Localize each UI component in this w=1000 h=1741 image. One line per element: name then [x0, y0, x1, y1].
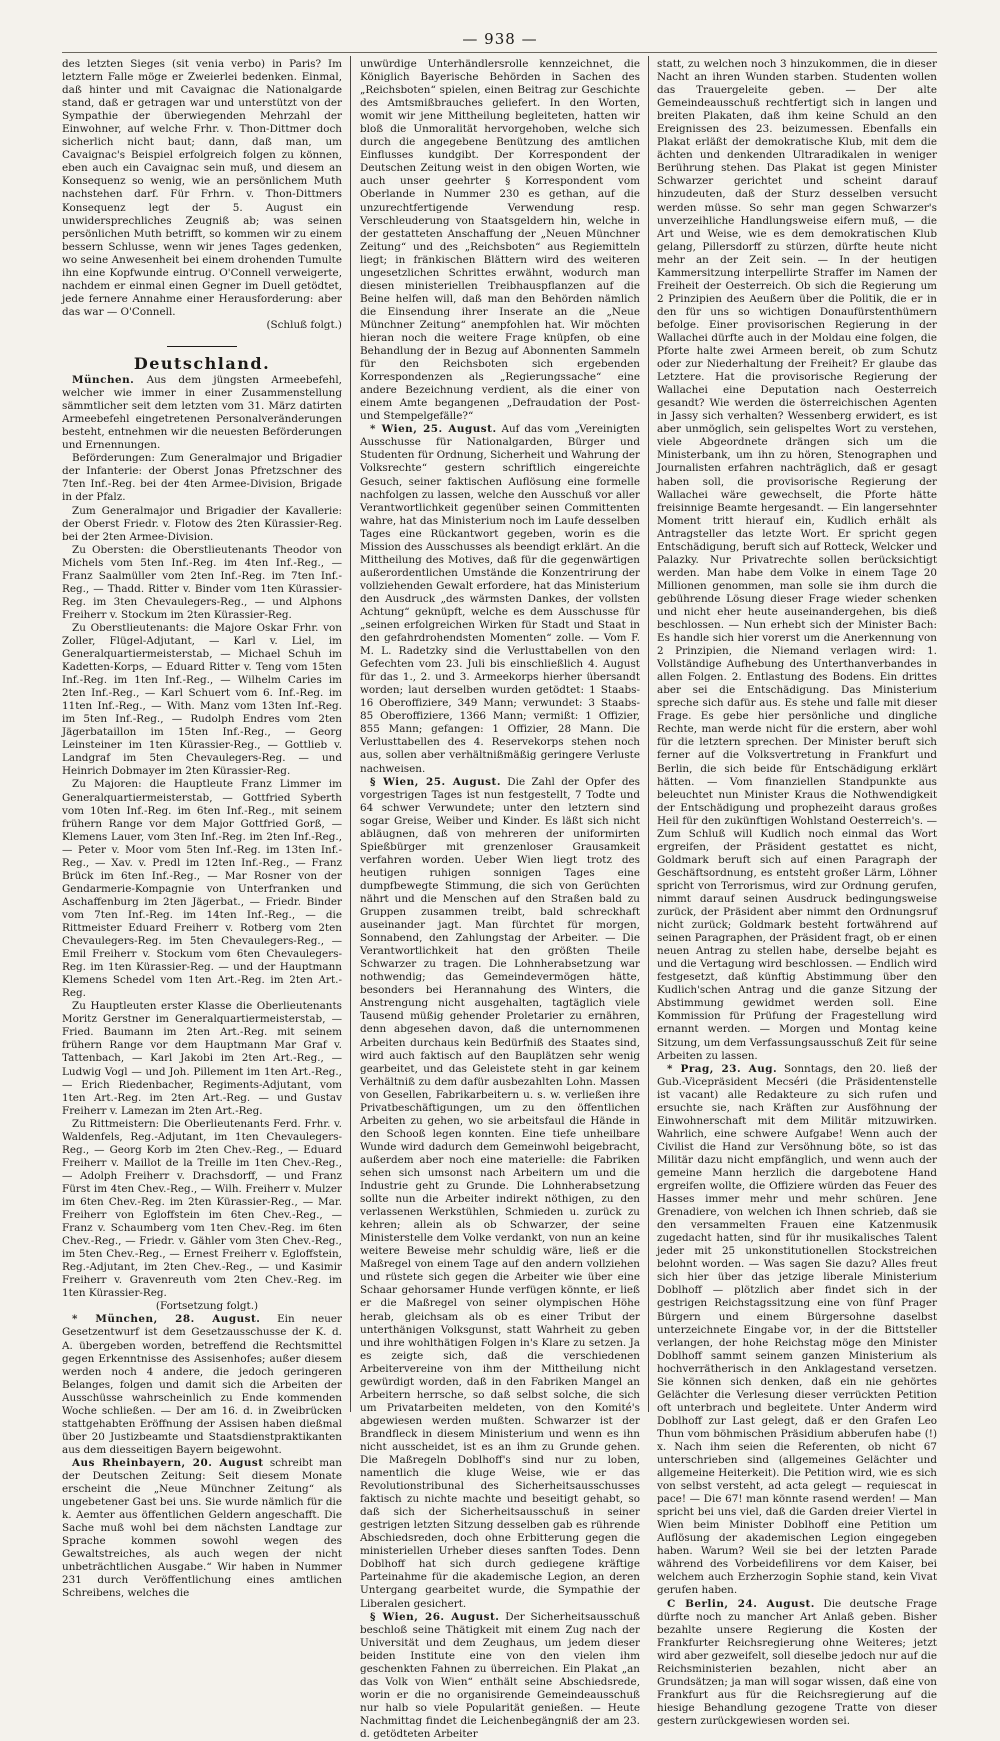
paragraph: Zu Obersten: die Oberstlieutenants Theodor von Michels vom 5ten Inf.-Reg. im 4ten Inf.-Reg., — Franz Saalmüller vom 2ten Inf.-Reg. im 7ten Inf.-Reg., — Thadd. Ritter v. Binder vom 1ten Kürassier-Reg. im 3ten Chevaulegers-Reg., — und Alphons Freiherr v. Stockum im 2ten Kürassier-Reg. — [62, 543, 342, 621]
paragraph-text: Auf das vom „Vereinigten Ausschusse für Nationalgarden, Bürger und Studenten für Ordnung, Sicherheit und Wahrung der Volksrechte“ gestern schriftlich eingereichte Gesuch, seiner faktischen Auflösung eine formelle nachfolgen zu lassen, welche den Ausschuß vor aller Verantwortlichkeit gegenüber seinen Committenten wahre, hat das Ministerium noch im Laufe desselben Tages eine Rückantwort gegeben, worin es die Mission des Ausschusses als beendigt erklärt. An die Mittheilung des Motives, daß für die gegenwärtigen außerordentlichen Umstände die Konzentrirung der vollziehenden Gewalt erfordere, hat das Ministerium den Ausdruck „des wärmsten Dankes, der vollsten Achtung“ geknüpft, welche es dem Ausschusse für „seinen erfolgreichen Wirken für Stadt und Staat in den gefahrdrohendsten Momenten“ zolle. — Vom F. M. L. Radetzky sind die Verlusttabellen von den Gefechten vom 23. Juli bis einschließlich 4. August für das 1., 2. und 3. Armeekorps hierher übersandt worden; laut derselben wurden getödtet: 1 Staabs- 16 Oberoffiziere, 349 Mann; verwundet: 3 Staabs- 85 Oberoffiziere, 1366 Mann; vermißt: 1 Offizier, 855 Mann; gefangen: 1 Offizier, 28 Mann. Die Verlusttabellen des 4. Reservekorps stehen noch aus, sollen aber verhältnißmäßig geringere Verluste nachweisen. — [360, 423, 640, 775]
paragraph-text: Ein neuer Gesetzentwurf ist dem Gesetzausschusse der K. d. A. übergeben worden, betreffend die Rechtsmittel gegen Erkenntnisse des Assisenhofes; außer diesem werden noch 4 andere, die jedoch geringeren Belanges, folgen und damit sich die Arbeiten der Ausschüsse wahrscheinlich zu Ende kommenden Woche schließen. — Der am 16. d. in Zweibrücken stattgehabten Eröffnung der Assisen haben dießmal über 20 Justizbeamte und Staatsdienstpraktikanten aus dem diesseitigen Bayern beigewohnt. — [62, 1313, 343, 1456]
article-continuation: statt, zu welchen noch 3 hinzukommen, die in dieser Nacht an ihren Wunden starben. Studenten wollen das Trauergeleite geben. — Der alte Gemeindeausschuß rechtfertigt sich in langen und breiten Plakaten, daß ihm keine Schuld an den Ereignissen des 23. beizumessen. Ebenfalls ein Plakat erläßt der demokratische Klub, mit dem die ächten und denkenden Ultraradikalen in weniger Berührung stehen. Das Plakat ist gegen Minister Schwarzer gerichtet und scheint darauf hinzudeuten, daß der Sturz desselben versucht werden müsse. So sehr man gegen Schwarzer's unverzeihliche Handlungsweise eifern muß, — die Art und Weise, wie es dem demokratischen Klub gelang, Pillersdorff zu stürzen, dürfte heute nicht mehr an der Zeit sein. — In der heutigen Kammersitzung interpellirte Straffer im Namen der Freiheit der Oesterreich. Ob sich die Regierung um 2 Prinzipien des Aeußern über die Politik, die er in den für uns so wichtigen Donaufürstenthümern befolge. Einer provisorischen Regierung in der Wallachei dürfte auch in der Moldau eine folgen, die Pforte halte zwei Armeen bereit, ob zum Schutz oder zur Niederhaltung der Freiheit? Er glaube das Letztere. Hat die provisorische Regierung der Wallachei eine Deputation nach Oesterreich gesandt? Wie werden die österreichischen Agenten in Jassy sich verhalten? Wessenberg erwidert, es ist aber unmöglich, sein gelispeltes Wort zu verstehen, viele Abgeordnete drängen sich um die Ministerbank, um ihn zu hören, Stenographen und Journalisten erfahren nachträglich, daß er gesagt haben soll, die provisorische Regierung der Wallachei wäre gewechselt, die Pforte hätte freisinnige Beamte hergesandt. — Ein langersehnter Moment tritt hierauf ein, Kudlich erhält als Antragsteller das letzte Wort. Er spricht gegen Entschädigung, beruft sich auf Rotteck, Welcker und Palazky. Nur Privatrechte sollen berücksichtigt werden. Man habe dem Volke in einem Tage 20 Millionen genommen, man solle sie ihm durch die gebührende Lösung dieser Frage wieder schenken und nicht eher heute auseinandergehen, bis dieß beschlossen. — Nun erhebt sich der Minister Bach: Es handle sich hier vorerst um die Anerkennung von 2 Prinzipien, die Niemand verlagen wird: 1. Vollständige Aufhebung des Unterthanverbandes in allen Folgen. 2. Entlastung des Bodens. Ein drittes aber sei die Entschädigung. Das Ministerium spreche sich dafür aus. Es stehe und falle mit dieser Frage. Es gebe hier persönliche und dingliche Rechte, man werde nicht für die erstern, aber wohl für die letztern sprechen. Der Minister beruft sich ferner auf die Volksvertretung in Frankfurt und Berlin, die sich beide für Entschädigung erklärt hätten. — Vom finanziellen Standpunkte aus beleuchtet nun Minister Kraus die Nothwendigkeit der Entschädigung und prophezeiht daraus großes Heil für den zukünftigen Wohlstand Oesterreich's. — Zum Schluß will Kudlich noch einmal das Wort ergreifen, der Präsident gestattet es nicht, Goldmark beruft sich auf einen Paragraph der Geschäftsordnung, es entsteht großer Lärm, Löhner spricht von Terrorismus, wird zur Ordnung gerufen, nimmt darauf seinen Ausdruck bedingungsweise zurück, der Präsident aber nimmt den Ordnungsruf nicht zurück; Goldmark besteht fortwährend auf seinen Paragraphen, der Präsident fragt, ob er einen neuen Antrag zu stellen habe, derselbe bejaht es und die Vertagung wird beschlossen. — Endlich wird festgesetzt, daß künftig Abstimmung über den Kudlich'schen Antrag und die ganze Sitzung der Abstimmung gewidmet werden soll. Eine Kommission für Prüfung der Fragestellung wird ernannt werden. — Morgen und Montag keine Sitzung, um dem Verfassungsausschuß Zeit für seine Arbeiten zu lassen. — [657, 58, 937, 1062]
article-wien-25-august-b — [360, 776, 640, 1611]
dateline: * Wien, 25. August. — [370, 423, 497, 436]
paragraph: Beförderungen: Zum Generalmajor und Brigadier der Infanterie: der Oberst Jonas Pfretzschner des 7ten Inf.-Reg. bei der 4ten Armee-Division, Brigade in der Pfalz. — [62, 452, 342, 504]
dateline: Aus Rheinbayern, 20. August — [72, 1456, 264, 1469]
article-wien-26-august — [360, 1611, 640, 1741]
column-divider-1 — [350, 56, 351, 1412]
to-be-continued: (Schluß folgt.) — [266, 318, 342, 331]
dateline: C Berlin, 24. August. — [667, 1597, 815, 1610]
paragraph: Zum Generalmajor und Brigadier der Kavallerie: der Oberst Friedr. v. Flotow des 2ten Kürassier-Reg. bei der 2ten Armee-Division. — [62, 504, 342, 543]
header-rule — [62, 52, 937, 53]
page-number: — 938 — — [462, 30, 538, 48]
article-continuation: unwürdige Unterhändlersrolle kennzeichnet, die Königlich Bayerische Behörden in Sachen des „Reichsboten“ spielen, einen Beitrag zur Geschichte des Amtsmißbrauches geliefert. In den Worten, womit wir jene Mittheilung begleiteten, hatten wir bloß die Unmoralität hervorgehoben, welche sich durch die angegebene Benützung des amtlichen Einflusses kundgibt. Der Korrespondent der Deutschen Zeitung weist in den obigen Worten, wie auch unser geehrter § Korrespondent vom Oberlande in Nummer 230 es gethan, auf die unzurechtfertigende Verwendung resp. Verschleuderung von Staatsgeldern hin, welche in der gestatteten Anschaffung der „Neuen Münchner Zeitung“ und des „Reichsboten“ aus Regiemitteln liegt; in fränkischen Blättern wird des weiteren ungesetzlichen Schrittes erwähnt, wodurch man diesen ministeriellen Treibhauspflanzen auf die Beine helfen will, daß man den Behörden nämlich die Einsendung ihrer Inserate an die „Neue Münchner Zeitung“ anempfohlen hat. Wir möchten hieran noch die weitere Frage knüpfen, ob eine Behandlung der in Bezug auf Abonnenten Sammeln für den Reichsboten sich ergebenden Korrespondenzen als „Regierungssache“ eine andere Bezeichnung verdient, als die einer von einem Amte begangenen „Defraudation der Post- und Stempelgefälle?“ — [360, 58, 640, 423]
paragraph: Zu Majoren: die Hauptleute Franz Limmer im Generalquartiermeisterstab, — Gottfried Syberth vom 10ten Inf.-Reg. im 6ten Inf.-Reg., mit seinem frühern Range vor dem Major Gottfried Gorß, — Klemens Lauer, vom 3ten Inf.-Reg. im 2ten Inf.-Reg., — Peter v. Moor vom 5ten Inf.-Reg. im 13ten Inf.-Reg., — Xav. v. Predl im 12ten Inf.-Reg., — Franz Brück im 6ten Inf.-Reg., — Mar Rosner von der Gendarmerie-Kompagnie von Unterfranken und Aschaffenburg im 2ten Jägerbat., — Friedr. Binder vom 7ten Inf.-Reg. im 14ten Inf.-Reg., — die Rittmeister Eduard Freiherr v. Rotberg vom 2ten Chevaulegers-Reg. im 5ten Chevaulegers-Reg., — Emil Freiherr v. Stockum vom 6ten Chevaulegers-Reg. im 1ten Kürassier-Reg. — und der Hauptmann Klemens Schedel vom 1ten Art.-Reg. im 2ten Art.-Reg. — [62, 778, 342, 1000]
continuation-note: (Fortsetzung folgt.) — [155, 1300, 259, 1313]
paragraph: Zu Oberstlieutenants: die Majore Oskar Frhr. von Zoller, Flügel-Adjutant, — Karl v. Liel, im Generalquartiermeisterstab, — Michael Schuh im Kadetten-Korps, — Eduard Ritter v. Teng vom 15ten Inf.-Reg. im 1ten Inf.-Reg., — Wilhelm Caries im 2ten Inf.-Reg., — Karl Schuert vom 6. Inf.-Reg. im 11ten Inf.-Reg., — With. Manz vom 13ten Inf.-Reg. im 5ten Inf.-Reg., — Rudolph Endres vom 2ten Jägerbataillon im 15ten Inf.-Reg., — Georg Leinsteiner im 1ten Kürassier-Reg., — Gottlieb v. Landgraf im 5ten Chevaulegers-Reg. — und Heinrich Dobmayer im 2ten Kürassier-Reg. — [62, 621, 342, 778]
dateline: * Prag, 23. Aug. — [667, 1062, 778, 1075]
article-rheinbayern — [62, 1457, 342, 1601]
column-2 — [360, 58, 640, 1740]
article-wien-25-august-a — [360, 423, 640, 775]
dateline: München. — [72, 374, 135, 387]
dateline: § Wien, 25. August. — [370, 775, 501, 788]
article-prag — [657, 1063, 937, 1598]
paragraph-text: schreibt man der Deutschen Zeitung: Seit diesem Monate erscheint die „Neue Münchner Zeitung“ als ungebetener Gast bei uns. Sie wurde nämlich für die k. Aemter aus öffentlichen Geldern angeschafft. Die Sache muß wohl bei dem nächsten Landtage zur Sprache kommen sowohl wegen des Gewaltstreiches, als auch wegen der nicht unbeträchtlichen Ausgabe.“ Wir haben in Nummer 231 durch Veröffentlichung eines amtlichen Schreibens, welches die — [62, 1456, 343, 1600]
paragraph: Zu Hauptleuten erster Klasse die Oberlieutenants Moritz Gerstner im Generalquartiermeisterstab, — Fried. Baumann im 2ten Art.-Reg. mit seinem frühern Range vor dem Hauptmann Mar Graf v. Tattenbach, — Karl Jakobi im 2ten Art.-Reg., — Ludwig Vogl — und Joh. Pillement im 1ten Art.-Reg., — Erich Riedenbacher, Regiments-Adjutant, vom 1ten Art.-Reg. im 2ten Art.-Reg. — und Gustav Freiherr v. Lamezan im 2ten Art.-Reg. — [62, 1000, 342, 1117]
section-separator — [167, 346, 237, 347]
article-continuation: des letzten Sieges (sit venia verbo) in Paris? Im letztern Falle möge er Zweierlei bedenken. Einmal, daß hinter und mit Cavaignac die Nationalgarde stand, daß er getragen war und unterstützt von der Sympathie der überwiegenden Mehrzahl der Einwohner, auf welche Frhr. v. Thon-Dittmer doch sicherlich nicht baut; dann, daß man, um Cavaignac's Beispiel erfolgreich folgen zu können, eben auch ein Cavaignac sein muß, und diesem an Konsequenz so wenig, wie an persönlichem Muth nachstehen darf. Für Frhrn. v. Thon-Dittmers Konsequenz legt der 5. August ein unwidersprechliches Zeugniß ab; was seinen persönlichen Muth betrifft, so kommen wir zu einem bessern Schlusse, wenn wir jenes Tages gedenken, wo seine Anwesenheit bei einem drohenden Tumulte ihn eine Kopfwunde eintrug. O'Connell verweigerte, nachdem er einmal einen Gegner im Duell getödtet, jede fernere Annahme einer Herausforderung: aber das war — O'Connell. — [62, 58, 342, 318]
dateline: * München, 28. August. — [72, 1313, 261, 1326]
paragraph-text: Aus dem jüngsten Armeebefehl, welcher wie immer in einer Zusammenstellung sämmtlicher seit dem letzten vom 31. März datirten Armeebefehl eingetretenen Personalveränderungen besteht, entnehmen wir die neuesten Beförderungen und Ernennungen. — [62, 374, 342, 452]
article-berlin — [657, 1598, 937, 1728]
paragraph: Zu Rittmeistern: Die Oberlieutenants Ferd. Frhr. v. Waldenfels, Reg.-Adjutant, im 1ten Chevaulegers-Reg., — Georg Korb im 2ten Chev.-Reg., — Eduard Freiherr v. Maillot de la Treille im 1ten Chev.-Reg., — Adolph Freiherr v. Drachsdorff, — und Franz Fürst im 4ten Chev.-Reg., — Wilh. Freiherr v. Mulzer im 6ten Chev.-Reg. im 2ten Kürassier-Reg., — Mar. Freiherr von Egloffstein im 6ten Chev.-Reg., — Franz v. Schaumberg vom 1ten Chev.-Reg. im 6ten Chev.-Reg., — Friedr. v. Gähler vom 3ten Chev.-Reg., im 5ten Chev.-Reg., — Ernest Freiherr v. Egloffstein, Reg.-Adjutant, im 2ten Chev.-Reg., — und Kasimir Freiherr v. Gravenreuth vom 2ten Chev.-Reg. im 1ten Kürassier-Reg. — [62, 1117, 342, 1300]
column-1 — [62, 58, 343, 1600]
article-muenchen-armeebefehl — [62, 374, 342, 452]
paragraph-text: Der Sicherheitsausschuß beschloß seine Thätigkeit mit einem Zug nach der Universität und dem Zeughaus, um jedem dieser beiden Institute eine von den vielen ihm geschenkten Fahnen zu überreichen. Ein Plakat „an das Volk von Wien“ enthält seine Abschiedsrede, worin er die no organisirende Gemeindeausschuß nur halb so viele Popularität genießen. — Heute Nachmittag findet die Leichenbegängniß der am 23. d. getödteten Arbeiter — [360, 1610, 640, 1740]
paragraph-text: Sonntags, den 20. ließ der Gub.-Vicepräsident Mecséri (die Präsidentenstelle ist vacant) alle Redakteure zu sich rufen und ersuchte sie, nach Kräften zur Ausföhnung der Einwohnerschaft mit dem Militär mitzuwirken. Wahrlich, eine schwere Aufgabe! Wenn auch der Civilist die Hand zur Versöhnung böte, so ist das Militär dazu nicht empfänglich, und wenn auch der gemeine Mann herzlich die dargebotene Hand ergreifen wollte, die Offiziere würden das Feuer des Hasses immer mehr und mehr schüren. Jene Grenadiere, von welchen ich Ihnen schrieb, daß sie den versammelten Frauen eine Katzenmusik zugedacht hatten, sind für ihr musikalisches Talent jeder mit 25 unkonstitutionellen Stockstreichen belohnt worden. — Was sagen Sie dazu? Alles freut sich hier über das jetzige liberale Ministerium Doblhoff — plötzlich aber findet sich in der gestrigen Reichstagssitzung eine von fünf Prager Bürgern und einem Bürgersohne daselbst unterzeichnete Eingabe vor, in der die Bittsteller verlangen, der hohe Reichstag möge den Minister Doblhoff sammt seinem ganzen Ministerium als hochverrätherisch in den Anklagestand versetzen. Sie können sich denken, daß ein nie gehörtes Gelächter die Verlesung dieser verrückten Petition oft unterbrach und begleitete. Unter Anderm wird Doblhoff zur Last gelegt, daß er den Grafen Leo Thun vom böhmischen Präsidium abberufen habe (!) x. Nach ihm seien die Referenten, ob nicht 67 unterschrieben sind (allgemeines Gelächter und allgemeine Heiterkeit). Die Petition wird, wie es sich von selbst versteht, ad acta gelegt — requiescat in pace! — Die 67! man könnte rasend werden! — Man spricht bei uns viel, daß die Garden dreier Viertel in Wien beim Minister Doblhoff eine Petition um Auflösung der akademischen Legion eingegeben haben. Warum? Weil sie bei der letzten Parade während des Vorbeidefilirens vor dem Kaiser, bei welchem auch Erzherzogin Sophie stand, kein Vivat gerufen haben. — [657, 1062, 937, 1597]
column-divider-2 — [648, 56, 649, 1412]
paragraph-text: Die Zahl der Opfer des vorgestrigen Tages ist nun festgestellt, 7 Todte und 64 schwer Verwundete; unter den letztern sind sogar Greise, Weiber und Kinder. Es läßt sich nicht abläugnen, daß von mehreren der uniformirten Spießbürger mit grenzenloser Grausamkeit verfahren worden. Ueber Wien liegt trotz des heutigen ruhigen sonnigen Tages eine dumpfbewegte Stimmung, die sich von Gerüchten nährt und die Menschen auf den Straßen bald zu Gruppen zusammen treibt, bald schreckhaft auseinander jagt. Man fürchtet für morgen, Sonnabend, den Zahlungstag der Arbeiter. — Die Verantwortlichkeit hat den größten Theile Schwarzer zu tragen. Die Lohnherabsetzung war nothwendig; das Gemeindevermögen hätte, besonders bei Herannahung des Winters, die Anstrengung nicht ausgehalten, tagtäglich viele Tausend müßig gehender Proletarier zu ernähren, denn abgesehen davon, daß die unternommenen Arbeiten durchaus kein Bedürfniß des Staates sind, wird auch faktisch auf den Bauplätzen sehr wenig gearbeitet, und das Geleistete steht in gar keinem Verhältniß zu dem dafür ausbezahlten Lohn. Massen von Gesellen, Fabrikarbeitern u. s. w. verließen ihre Privatbeschäftigungen, um zu den öffentlichen Arbeiten zu gehen, wo sie arbeitsfaul die Hände in den Schooß legen konnten. Eine tiefe unheilbare Wunde wird dadurch dem Gemeinwohl beigebracht, außerdem aber noch eine materielle: die Fabriken sehen sich umsonst nach Arbeitern um und die Industrie geht zu Grunde. Die Lohnherabsetzung sollte nun die Arbeiter indirekt nöthigen, zu den verlassenen Werkstühlen, Schmieden u. zurück zu kehren; allein als ob Schwarzer, der seine Ministerstelle dem Volke verdankt, von nun an keine weitere Beweise mehr schuldig wäre, ließ er die Maßregel von einem Tage auf den andern vollziehen und rüstete sich gegen die Arbeiter wie über eine Schaar gehorsamer Hunde verfügen könnte, er ließ er die Maßregel von seiner olympischen Höhe herab, gleichsam als ob es einer Tribut der unterthänigen Volksgunst, statt Wahrheit zu geben und ihre wohlthätigen Folgen in's Klare zu setzen. Ja es zeigte sich, daß die verschiedenen Arbeitervereine von ihm der Mittheilung nicht gewürdigt worden, daß in den Fabriken Mangel an Arbeitern herrsche, so daß selbst solche, die sich um Privatarbeiten meldeten, von den Komité's abgewiesen werden mußten. Schwarzer ist der Brandfleck in diesem Ministerium und wenn es ihn nicht ausscheidet, ist es an ihm zu Grunde gehen. Die Maßregeln Doblhoff's sind nur zu loben, namentlich die kluge Weise, wie er das Revolutionstribunal des Sicherheitsausschusses faktisch zu nichte machte und beseitigt gehabt, so daß sich der Sicherheitsausschuß in seiner gestrigen letzten Sitzung desselben gab es rührende Abschiedsreden, doch ohne Erbitterung gegen die ministeriellen Urheber dieses sanften Todes. Denn Doblhoff hat sich durch gediegene kräftige Parteinahme für die akademische Legion, an deren Untergang gearbeitet wurde, die Sympathie der Liberalen gesichert. — [360, 775, 640, 1610]
section-title-deutschland: Deutschland. — [133, 353, 271, 373]
dateline: § Wien, 26. August. — [370, 1610, 500, 1623]
paragraph-text: Die deutsche Frage dürfte noch zu mancher Art Anlaß geben. Bisher bezahlte unsere Regierung die Kosten der Frankfurter Reichsregierung ohne Weiteres; jetzt wird aber gezweifelt, soll dieselbe jedoch nur auf die Reichsministerien bezahlen, nicht aber an Grundsätzen; ja man will sogar wissen, daß eine von Frankfurt aus für die Reichsregierung auf die hiesige Behandlung gezogene Tratte von dieser gestern zurückgewiesen worden sei. — [657, 1597, 937, 1727]
article-muenchen-28-august — [62, 1313, 342, 1457]
column-3 — [657, 58, 937, 1727]
